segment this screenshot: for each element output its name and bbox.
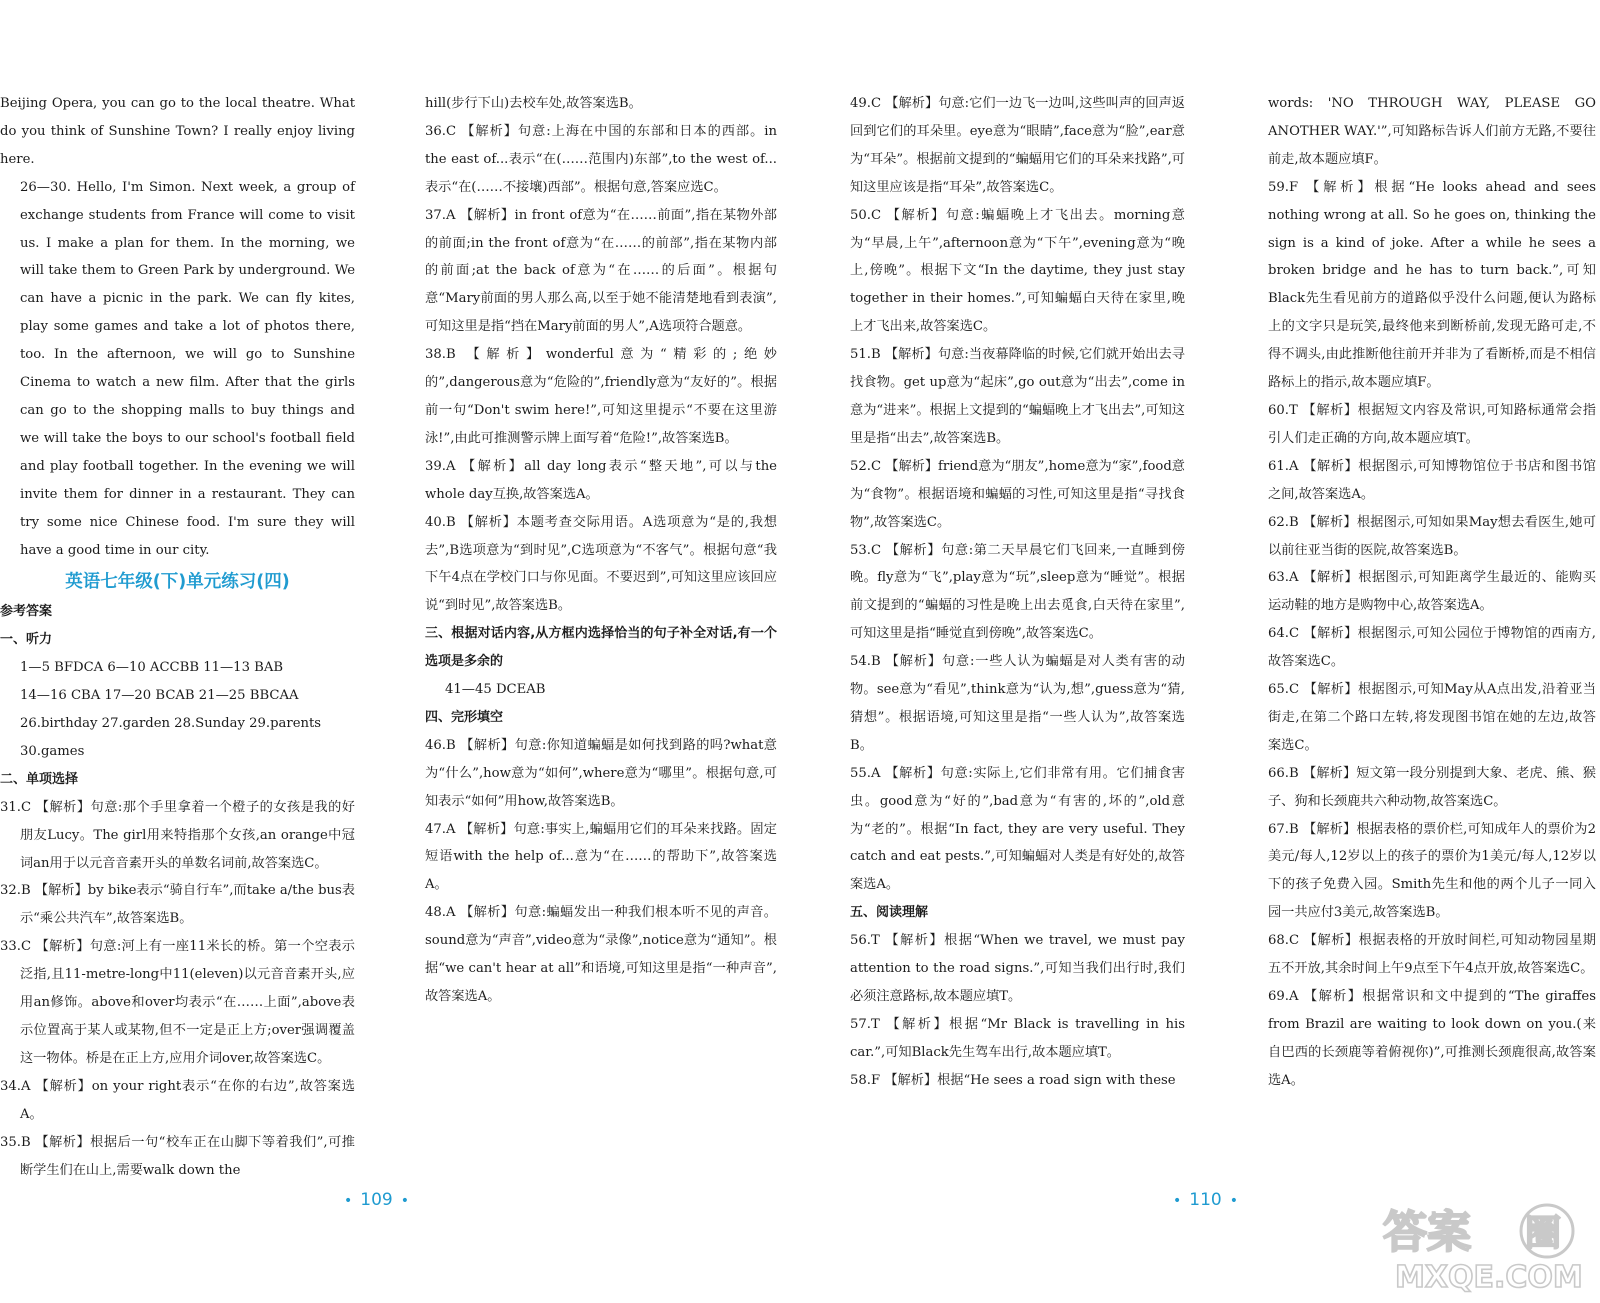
answer-item: 47.A 【解析】句意:事实上,蝙蝠用它们的耳朵来找路。固定短语with the help of...意为“在……的帮助下”,故答案选A。 — [425, 821, 777, 893]
bullet-dot: • — [1229, 1193, 1238, 1209]
svg-text:MXQE.COM: MXQE.COM — [1395, 1260, 1583, 1295]
page-column-4 — [1268, 90, 1596, 1095]
answer-heading: 参考答案 — [0, 604, 53, 620]
page-number-left — [336, 1190, 417, 1210]
answer-item: 40.B 【解析】本题考查交际用语。A选项意为“是的,我想去”,B选项意为“到时见”,C选项意为“不客气”。根据句意“我下午4点在学校门口与你见面。不要迟到”,可知这里应该回应说“到时见”,故答案选B。 — [425, 514, 777, 614]
section-heading: 三、根据对话内容,从方框内选择恰当的句子补全对话,有一个选项是多余的 — [425, 626, 777, 670]
answer-line: 1—5 BFDCA 6—10 ACCBB 11—13 BAB — [20, 660, 284, 676]
page-column-2 — [425, 90, 777, 1011]
bullet-dot: • — [344, 1193, 353, 1209]
passage-paragraph: Beijing Opera, you can go to the local theatre. What do you think of Sunshine Town? I really enjoy living here. — [0, 96, 355, 167]
answer-item: 46.B 【解析】句意:你知道蝙蝠是如何找到路的吗?what意为“什么”,how意为“如何”,where意为“哪里”。根据句意,可知表示“如何”用how,故答案选B。 — [425, 737, 777, 809]
answer-item: 61.A 【解析】根据图示,可知博物馆位于书店和图书馆之间,故答案选A。 — [1268, 458, 1596, 502]
page-number-text: 110 — [1189, 1190, 1222, 1210]
passage-paragraph: 26—30. Hello, I'm Simon. Next week, a group of exchange students from France will come to visit us. I make a plan for them. In the morning, we will take them to Green Park by underground. We can have a picnic in the park. We can fly kites, play some games and take a lot of photos there, too. In the afternoon, we will go to Sunshine Cinema to watch a new film. After that the girls can go to the shopping malls to buy things and we will take the boys to our school's football field and play football together. In the evening we will invite them for dinner in a restaurant. They can try some nice Chinese food. I'm sure they will have a good time in our city. — [20, 179, 355, 558]
answer-item: 65.C 【解析】根据图示,可知May从A点出发,沿着亚当街走,在第二个路口左转,将发现图书馆在她的左边,故答案选C。 — [1268, 682, 1596, 753]
page-number-right — [1165, 1190, 1246, 1210]
answer-item: 58.F 【解析】根据“He sees a road sign with these — [850, 1072, 1176, 1088]
answer-item: 69.A 【解析】根据常识和文中提到的“The giraffes from Brazil are waiting to look down on you.(来自巴西的长颈鹿等着俯视你)”,可推测长颈鹿很高,故答案选A。 — [1268, 989, 1596, 1088]
bullet-dot: • — [400, 1193, 409, 1209]
answer-item: 35.B 【解析】根据后一句“校车正在山脚下等着我们”,可推断学生们在山上,需要walk down the — [0, 1134, 355, 1178]
svg-text:答案: 答案 — [1383, 1207, 1471, 1258]
answer-item: 62.B 【解析】根据图示,可知如果May想去看医生,她可以前往亚当街的医院,故答案选B。 — [1268, 514, 1596, 558]
answer-item: 38.B 【解析】wonderful意为“精彩的;绝妙的”,dangerous意为“危险的”,friendly意为“友好的”。根据前一句“Don't swim here!”,可知这里提示“不要在这里游泳!”,由此可推测警示牌上面写着“危险!”,故答案选B。 — [425, 347, 777, 446]
page-column-1 — [0, 90, 355, 1184]
section-heading: 五、阅读理解 — [850, 905, 929, 921]
answer-line: 14—16 CBA 17—20 BCAB 21—25 BBCAA — [20, 688, 299, 704]
answer-line: 41—45 DCEAB — [445, 682, 546, 698]
page-number-text: 109 — [360, 1190, 393, 1210]
answer-item: 39.A 【解析】all day long表示“整天地”,可以与the whole day互换,故答案选A。 — [425, 458, 777, 502]
section-heading: 一、听力 — [0, 632, 53, 648]
answer-item: 68.C 【解析】根据表格的开放时间栏,可知动物园星期五不开放,其余时间上午9点至下午4点开放,故答案选C。 — [1268, 933, 1596, 977]
answer-item: 54.B 【解析】句意:一些人认为蝙蝠是对人类有害的动物。see意为“看见”,think意为“认为,想”,guess意为“猜,猜想”。根据语境,可知这里是指“一些人认为”,故答案选B。 — [850, 654, 1185, 753]
answer-item: 34.A 【解析】on your right表示“在你的右边”,故答案选A。 — [0, 1078, 355, 1122]
svg-text:圈: 圈 — [1525, 1213, 1562, 1254]
answer-item: words: 'NO THROUGH WAY, PLEASE GO ANOTHER WAY.'”,可知路标告诉人们前方无路,不要往前走,故本题应填F。 — [1268, 96, 1596, 167]
answer-item: 56.T 【解析】根据“When we travel, we must pay attention to the road signs.”,可知当我们出行时,我们必须注意路标,故本题应填T。 — [850, 933, 1185, 1004]
answer-item: 53.C 【解析】句意:第二天早晨它们飞回来,一直睡到傍晚。fly意为“飞”,play意为“玩”,sleep意为“睡觉”。根据前文提到的“蝙蝠的习性是晚上出去觅食,白天待在家里”,可知这里是指“睡觉直到傍晚”,故答案选C。 — [850, 542, 1185, 642]
answer-line: 26.birthday 27.garden 28.Sunday 29.parents — [20, 716, 322, 732]
answer-item: 55.A 【解析】句意:实际上,它们非常有用。它们捕食害虫。good意为“好的”,bad意为“有害的,坏的”,old意为“老的”。根据“In fact, they are very useful. They catch and eat pests.”,可知蝙蝠对人类是有好处的,故答案选A。 — [850, 765, 1185, 893]
answer-item: 63.A 【解析】根据图示,可知距离学生最近的、能购买运动鞋的地方是购物中心,故答案选A。 — [1268, 570, 1596, 614]
answer-item: 31.C 【解析】句意:那个手里拿着一个橙子的女孩是我的好朋友Lucy。The girl用来特指那个女孩,an orange中冠词an用于以元音音素开头的单数名词前,故答案选C。 — [0, 799, 355, 871]
answer-item: 51.B 【解析】句意:当夜幕降临的时候,它们就开始出去寻找食物。get up意为“起床”,go out意为“出去”,come in意为“进来”。根据上文提到的“蝙蝠晚上才飞出去”,可知这里是指“出去”,故答案选B。 — [850, 347, 1185, 446]
answer-item: 48.A 【解析】句意:蝙蝠发出一种我们根本听不见的声音。sound意为“声音”,video意为“录像”,notice意为“通知”。根据“we can't hear at all”和语境,可知这里是指“一种声音”,故答案选A。 — [425, 905, 777, 1004]
answer-item: 33.C 【解析】句意:河上有一座11米长的桥。第一个空表示泛指,且11-metre-long中11(eleven)以元音音素开头,应用an修饰。above和over均表示“在……上面”,above表示位置高于某人或某物,但不一定是正上方;over强调覆盖这一物体。桥是在正上方,应用介词over,故答案选C。 — [0, 939, 355, 1066]
unit-title: 英语七年级(下)单元练习(四) — [65, 572, 290, 593]
answer-item: 60.T 【解析】根据短文内容及常识,可知路标通常会指引人们走正确的方向,故本题应填T。 — [1268, 402, 1596, 446]
answer-item: 32.B 【解析】by bike表示“骑自行车”,而take a/the bus表示“乘公共汽车”,故答案选B。 — [0, 883, 355, 927]
watermark-logo — [1375, 1195, 1595, 1295]
answer-item: 52.C 【解析】friend意为“朋友”,home意为“家”,food意为“食物”。根据语境和蝙蝠的习性,可知这里是指“寻找食物”,故答案选C。 — [850, 458, 1185, 530]
answer-line: 30.games — [20, 743, 85, 759]
answer-item: 36.C 【解析】句意:上海在中国的东部和日本的西部。in the east of...表示“在(……范围内)东部”,to the west of...表示“在(……不接壤)西部”。根据句意,答案应选C。 — [425, 123, 777, 195]
section-heading: 二、单项选择 — [0, 771, 79, 787]
section-heading: 四、完形填空 — [425, 709, 504, 725]
answer-item: 49.C 【解析】句意:它们一边飞一边叫,这些叫声的回声返回到它们的耳朵里。eye意为“眼睛”,face意为“脸”,ear意为“耳朵”。根据前文提到的“蝙蝠用它们的耳朵来找路”,可知这里应该是指“耳朵”,故答案选C。 — [850, 96, 1185, 195]
answer-item: 66.B 【解析】短文第一段分别提到大象、老虎、熊、猴子、狗和长颈鹿共六种动物,故答案选C。 — [1268, 765, 1596, 809]
answer-item: 57.T 【解析】根据“Mr Black is travelling in his car.”,可知Black先生驾车出行,故本题应填T。 — [850, 1016, 1185, 1060]
bullet-dot: • — [1173, 1193, 1182, 1209]
answer-item: 64.C 【解析】根据图示,可知公园位于博物馆的西南方,故答案选C。 — [1268, 626, 1596, 670]
answer-item: 67.B 【解析】根据表格的票价栏,可知成年人的票价为2美元/每人,12岁以上的孩子的票价为1美元/每人,12岁以下的孩子免费入园。Smith先生和他的两个儿子一同入园一共应付3美元,故答案选B。 — [1268, 821, 1596, 921]
answer-item: 59.F 【解析】根据“He looks ahead and sees nothing wrong at all. So he goes on, thinking the sign is a kind of joke. After a while he sees a broken bridge and he has to turn back.”,可知Black先生看见前方的道路似乎没什么问题,便认为路标上的文字只是玩笑,最终他来到断桥前,发现无路可走,不得不调头,由此推断他往前开并非为了看断桥,而是不相信路标上的指示,故本题应填F。 — [1268, 179, 1596, 391]
answer-item: 37.A 【解析】in front of意为“在……前面”,指在某物外部的前面;in the front of意为“在……的前部”,指在某物内部的前面;at the back of意为“在……的后面”。根据句意“Mary前面的男人那么高,以至于她不能清楚地看到表演”,可知这里是指“挡在Mary前面的男人”,A选项符合题意。 — [425, 207, 777, 335]
page-column-3 — [850, 90, 1185, 1095]
answer-item: 50.C 【解析】句意:蝙蝠晚上才飞出去。morning意为“早晨,上午”,afternoon意为“下午”,evening意为“晚上,傍晚”。根据下文“In the daytime, they just stay together in their homes.”,可知蝙蝠白天待在家里,晚上才飞出来,故答案选C。 — [850, 207, 1185, 335]
answer-item: hill(步行下山)去校车处,故答案选B。 — [425, 96, 642, 111]
